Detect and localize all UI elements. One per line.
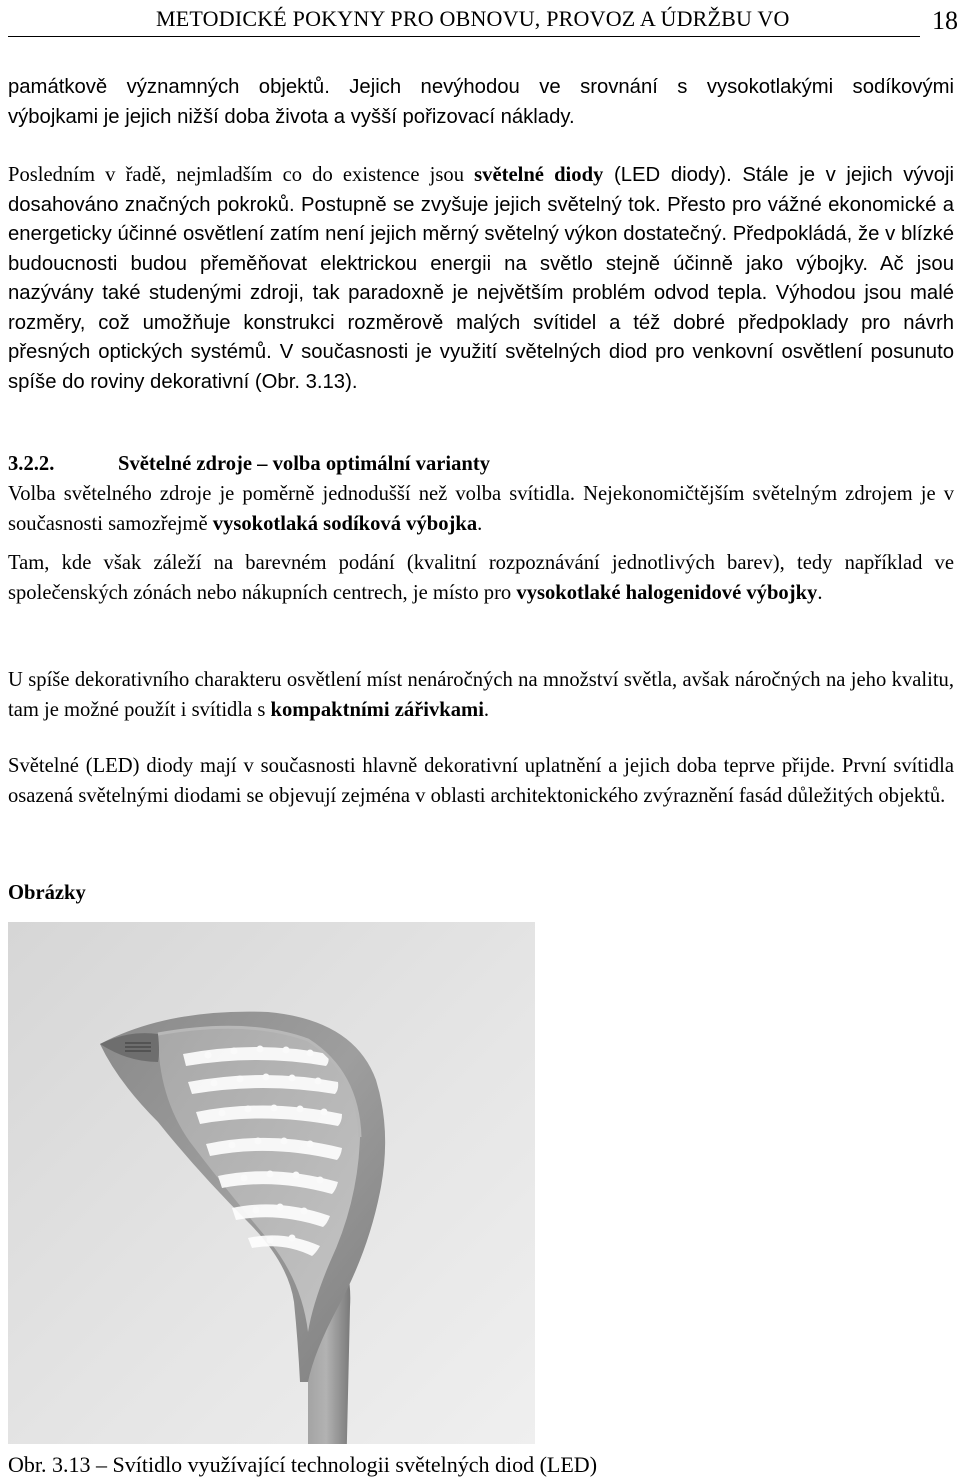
led-luminaire-image [8, 922, 535, 1444]
paragraph-choice [8, 480, 954, 539]
paragraph-continuation [8, 73, 954, 132]
section-heading [8, 453, 490, 476]
section-title: Světelné zdroje – volba optimální varianty [118, 453, 491, 475]
line-2: výbojkami je jejich nižší doba života a vyšší pořizovací náklady. [8, 105, 575, 128]
figure-caption: Obr. 3.13 – Svítidlo využívající technologii světelných diod (LED) [8, 1452, 598, 1477]
para-text-a: Tam, kde však záleží na barevném podání (kvalitní rozpoznávání jednotlivých barev), tedy například ve společenských zónách nebo nákupních centrech, je místo pro [8, 552, 954, 604]
term-sodium: vysokotlaká sodíková výbojka [212, 512, 478, 535]
term-halide: vysokotlaké halogenidové výbojky [516, 581, 818, 604]
para-text-a: U spíše dekorativního charakteru osvětlení míst nenáročných na množství světla, avšak náročných na jeho kvalitu, tam je možné použít i svítidla s [8, 669, 954, 721]
para-text: Světelné (LED) diody mají v současnosti hlavně dekorativní uplatnění a jejich doba teprve přijde. První svítidla osazená světelnými diodami se objevují zejména v oblasti architektonického zvýraznění fasád důležitých objektů. [8, 755, 954, 807]
figures-heading: Obrázky [8, 882, 86, 904]
line-1: památkově významných objektů. Jejich nevýhodou ve srovnání s vysokotlakými sodíkovými [8, 76, 954, 98]
para-text-c: (LED diody). Stále je v jejich vývoji dosahováno značných pokroků. Postupně se zvyšuje jejich světelný tok. Přesto pro vážné ekonomické a energeticky účinné osvětlení zatím není jejich měrný světelný výkon dostatečný. [8, 164, 955, 245]
term-cfl: kompaktními zářivkami [270, 698, 484, 721]
para-text-c: . [483, 698, 490, 721]
page-number: 18 [932, 6, 958, 35]
paragraph-led [8, 161, 954, 397]
para-text-c: . [817, 581, 823, 604]
term-led: světelné diody [474, 164, 604, 186]
page-header [8, 0, 958, 40]
para-text-a: Volba světelného zdroje je poměrně jednodušší než volba svítidla. Nejekonomičtějším světelným zdrojem je v současnosti samozřejmě [8, 483, 954, 535]
header-rule [8, 36, 920, 37]
paragraph-color [8, 549, 954, 608]
para-text-a: Posledním v řadě, nejmladším co do existence jsou [8, 164, 475, 186]
paragraph-decorative [8, 666, 954, 725]
para-text-d: Předpokládá, že v blízké budoucnosti budou přeměňovat elektrickou energii na světlo stejně účinně jako výbojky. Ač jsou nazývány také studenými zdroji, tak paradoxně je největším problém odvod tepla. Výhodou jsou malé rozměry, což umožňuje konstrukci rozměrově malých svítidel a též dobré předpoklady pro návrh přesných optických systémů. V současnosti je využití světelných diod pro venkovní osvětlení posunuto spíše do roviny dekorativní (Obr. 3.13). [8, 223, 954, 393]
paragraph-led-future [8, 752, 954, 811]
section-number: 3.2.2. [8, 453, 55, 475]
luminaire-illustration [8, 922, 535, 1444]
para-text-c: . [477, 512, 483, 535]
header-title: METODICKÉ POKYNY PRO OBNOVU, PROVOZ A ÚDRŽBU VO [156, 6, 790, 31]
